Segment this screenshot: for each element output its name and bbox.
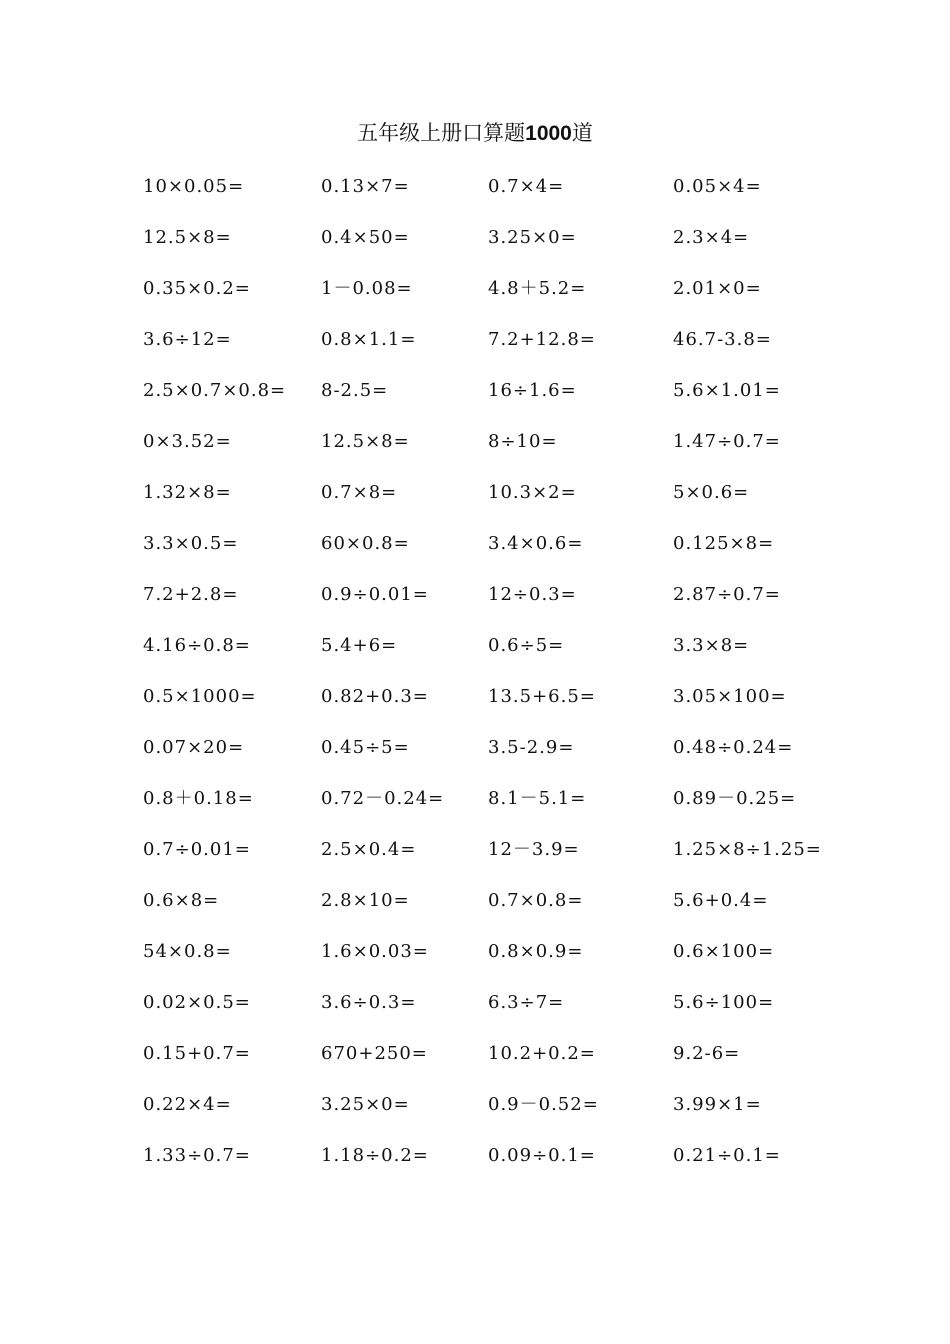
math-problem: 0.48÷0.24= [673, 737, 794, 758]
problem-row [143, 429, 923, 480]
problem-row [143, 582, 923, 633]
problem-row [143, 1143, 923, 1194]
math-problem: 0.15+0.7= [143, 1043, 251, 1064]
math-problem: 1.25×8÷1.25= [673, 839, 822, 860]
math-problem: 10.3×2= [488, 482, 577, 503]
problem-row [143, 1041, 923, 1092]
math-problem: 0.13×7= [321, 176, 410, 197]
problem-row [143, 327, 923, 378]
math-problem: 3.6÷0.3= [321, 992, 417, 1013]
problem-row [143, 225, 923, 276]
math-problem: 0.9÷0.01= [321, 584, 429, 605]
math-problem: 0.7×0.8= [488, 890, 584, 911]
math-problem: 0.02×0.5= [143, 992, 251, 1013]
math-problem: 9.2-6= [673, 1043, 741, 1064]
math-problem: 46.7-3.8= [673, 329, 772, 350]
math-problem: 5×0.6= [673, 482, 750, 503]
problem-row [143, 1092, 923, 1143]
problem-row [143, 735, 923, 786]
page-title [0, 118, 950, 149]
math-problem: 0.05×4= [673, 176, 762, 197]
problem-row [143, 531, 923, 582]
math-problem: 13.5+6.5= [488, 686, 596, 707]
math-problem: 0.6÷5= [488, 635, 565, 656]
problem-row [143, 633, 923, 684]
math-problem: 7.2+2.8= [143, 584, 239, 605]
math-problem: 8.1－5.1= [488, 788, 587, 809]
math-problem: 2.3×4= [673, 227, 750, 248]
math-problem: 1.33÷0.7= [143, 1145, 251, 1166]
math-problem: 1.6×0.03= [321, 941, 429, 962]
math-problem: 0.7×8= [321, 482, 398, 503]
math-problem: 3.3×8= [673, 635, 750, 656]
math-problem: 0.7÷0.01= [143, 839, 251, 860]
math-problem: 670+250= [321, 1043, 428, 1064]
math-problem: 2.87÷0.7= [673, 584, 781, 605]
math-problem: 7.2+12.8= [488, 329, 596, 350]
math-problem: 3.6÷12= [143, 329, 232, 350]
math-problem: 0.21÷0.1= [673, 1145, 781, 1166]
math-problem: 0.9－0.52= [488, 1094, 599, 1115]
math-problem: 0.5×1000= [143, 686, 257, 707]
math-problem: 10.2+0.2= [488, 1043, 596, 1064]
math-problem: 3.25×0= [488, 227, 577, 248]
math-problem: 12.5×8= [143, 227, 232, 248]
problem-row [143, 480, 923, 531]
math-problem: 12－3.9= [488, 839, 580, 860]
math-problem: 0.8×1.1= [321, 329, 417, 350]
math-problem: 1.47÷0.7= [673, 431, 781, 452]
math-problem: 0.35×0.2= [143, 278, 251, 299]
math-problem: 1.18÷0.2= [321, 1145, 429, 1166]
problem-row [143, 786, 923, 837]
problem-grid [143, 174, 923, 1194]
title-suffix: 道 [571, 121, 593, 145]
math-problem: 2.5×0.7×0.8= [143, 380, 287, 401]
math-problem: 3.99×1= [673, 1094, 762, 1115]
math-problem: 0.89－0.25= [673, 788, 797, 809]
math-problem: 0.8＋0.18= [143, 788, 254, 809]
problem-row [143, 939, 923, 990]
math-problem: 2.01×0= [673, 278, 762, 299]
math-problem: 4.8＋5.2= [488, 278, 587, 299]
math-problem: 0×3.52= [143, 431, 232, 452]
math-problem: 8÷10= [488, 431, 558, 452]
math-problem: 0.8×0.9= [488, 941, 584, 962]
math-problem: 0.7×4= [488, 176, 565, 197]
math-problem: 60×0.8= [321, 533, 410, 554]
math-problem: 12÷0.3= [488, 584, 577, 605]
title-count: 1000 [525, 122, 572, 145]
math-problem: 0.22×4= [143, 1094, 232, 1115]
math-problem: 2.8×10= [321, 890, 410, 911]
math-problem: 5.6+0.4= [673, 890, 769, 911]
math-problem: 5.6÷100= [673, 992, 775, 1013]
math-problem: 16÷1.6= [488, 380, 577, 401]
problem-row [143, 990, 923, 1041]
problem-row [143, 684, 923, 735]
math-problem: 0.82+0.3= [321, 686, 429, 707]
title-text: 五年级上册口算题 [357, 121, 526, 145]
math-problem: 0.125×8= [673, 533, 775, 554]
problem-row [143, 174, 923, 225]
math-problem: 0.4×50= [321, 227, 410, 248]
math-problem: 3.4×0.6= [488, 533, 584, 554]
math-problem: 12.5×8= [321, 431, 410, 452]
math-problem: 1.32×8= [143, 482, 232, 503]
math-problem: 5.4+6= [321, 635, 398, 656]
math-problem: 6.3÷7= [488, 992, 565, 1013]
math-problem: 0.6×8= [143, 890, 220, 911]
math-problem: 5.6×1.01= [673, 380, 781, 401]
math-problem: 3.3×0.5= [143, 533, 239, 554]
math-problem: 3.25×0= [321, 1094, 410, 1115]
math-problem: 2.5×0.4= [321, 839, 417, 860]
math-problem: 0.72－0.24= [321, 788, 445, 809]
math-problem: 8-2.5= [321, 380, 389, 401]
math-problem: 0.09÷0.1= [488, 1145, 596, 1166]
math-problem: 0.45÷5= [321, 737, 410, 758]
math-problem: 0.6×100= [673, 941, 775, 962]
math-problem: 1－0.08= [321, 278, 413, 299]
math-problem: 10×0.05= [143, 176, 245, 197]
math-problem: 54×0.8= [143, 941, 232, 962]
problem-row [143, 837, 923, 888]
problem-row [143, 378, 923, 429]
problem-row [143, 888, 923, 939]
math-problem: 0.07×20= [143, 737, 245, 758]
problem-row [143, 276, 923, 327]
math-problem: 3.05×100= [673, 686, 787, 707]
math-problem: 4.16÷0.8= [143, 635, 251, 656]
math-problem: 3.5-2.9= [488, 737, 575, 758]
